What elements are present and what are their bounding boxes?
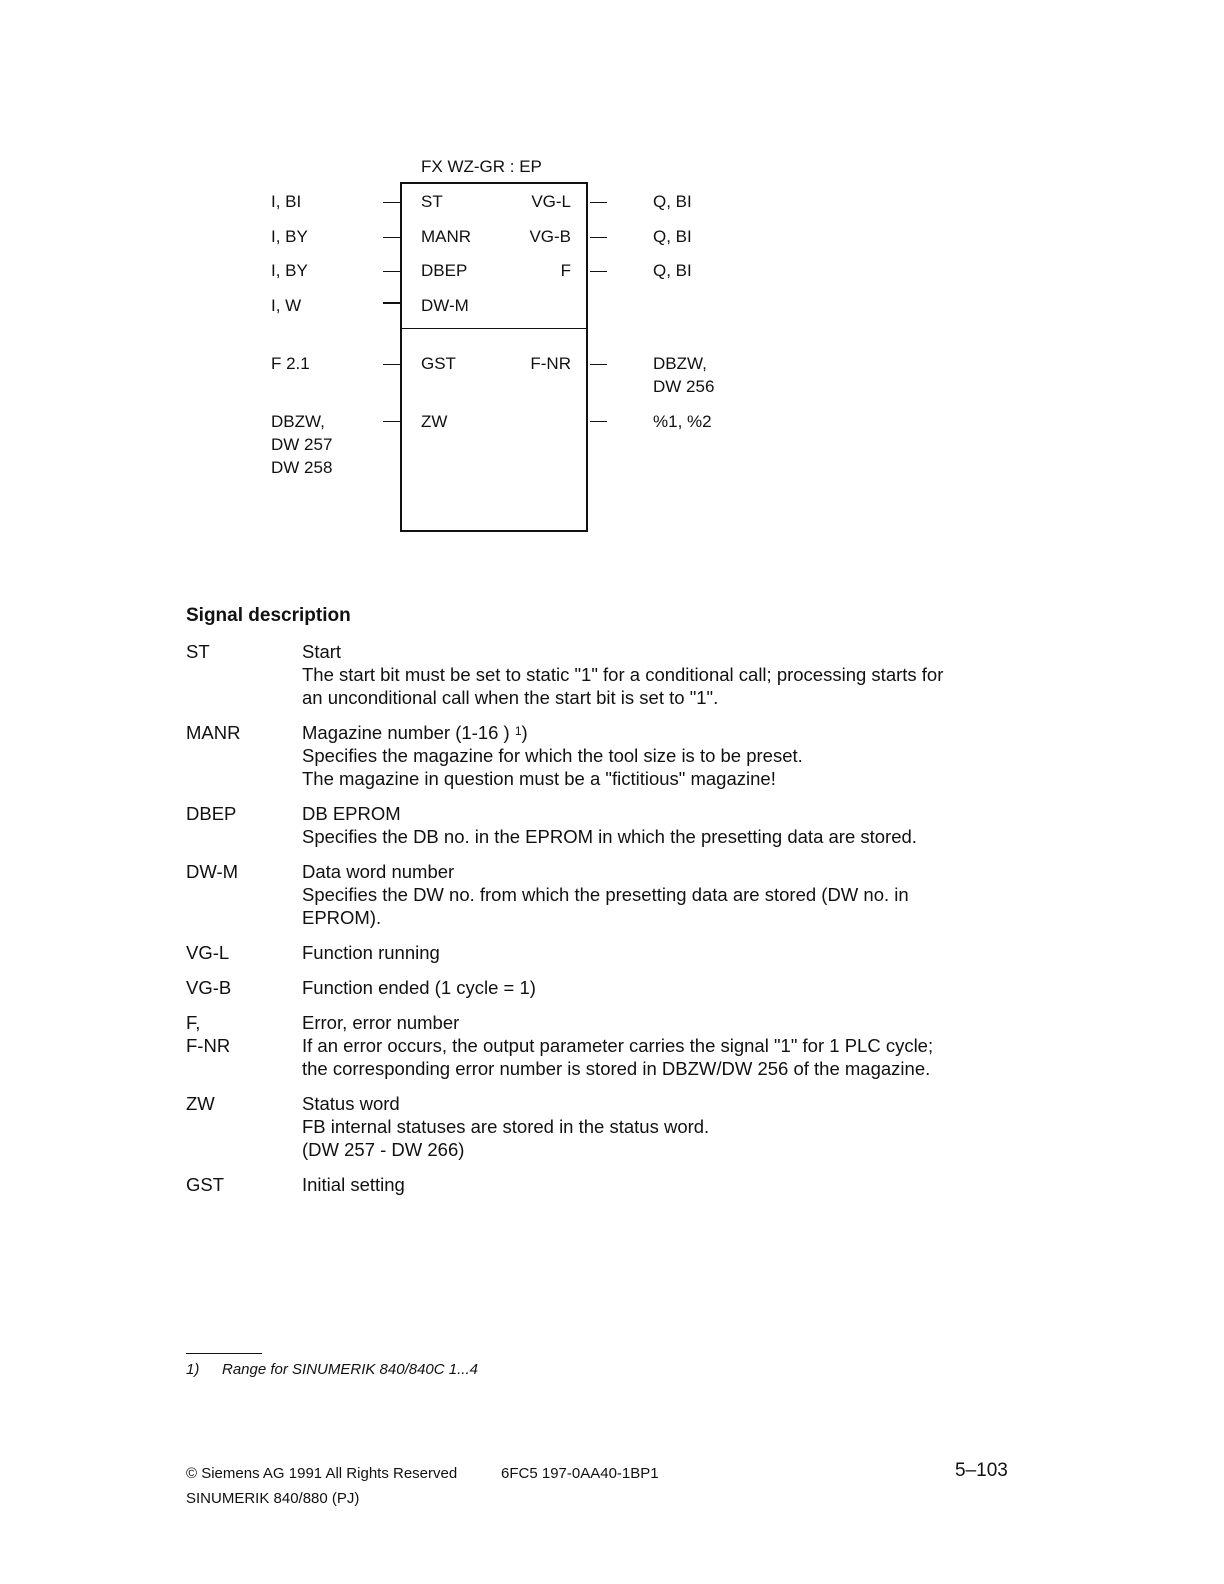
term-line: F, <box>186 1012 201 1033</box>
desc-line: The start bit must be set to static "1" for a conditional call; processing starts for <box>302 664 944 685</box>
signal-term: DBEP <box>186 803 237 824</box>
output-type-f: Q, BI <box>653 261 692 280</box>
input-pin-line <box>383 202 400 203</box>
desc-line: (DW 257 - DW 266) <box>302 1139 465 1160</box>
type-line: DW 258 <box>271 458 333 477</box>
output-pin-line <box>590 237 607 238</box>
input-pin-line <box>383 302 400 304</box>
footnote-ref: 1 <box>514 724 522 738</box>
footnote-text: Range for SINUMERIK 840/840C 1...4 <box>222 1361 478 1378</box>
desc-line: Specifies the magazine for which the tool size is to be preset. <box>302 745 803 766</box>
pin-label-f-nr: F-NR <box>530 354 571 373</box>
type-line: DW 257 <box>271 435 333 454</box>
desc-line: Specifies the DB no. in the EPROM in which the presetting data are stored. <box>302 826 917 847</box>
input-pin-line <box>383 364 400 365</box>
input-type-zw <box>271 410 332 479</box>
signal-desc <box>302 976 1002 999</box>
input-pin-line <box>383 271 400 272</box>
closing-paren: ) <box>521 722 528 743</box>
footnote-rule <box>186 1353 262 1354</box>
section-heading: Signal description <box>186 605 351 626</box>
signal-desc <box>302 860 1002 929</box>
output-type-f-nr <box>653 352 714 398</box>
desc-text: Magazine number (1-16 ) <box>302 722 510 743</box>
block-divider <box>401 328 588 329</box>
desc-line: Initial setting <box>302 1174 405 1195</box>
output-pin-line <box>590 364 607 365</box>
pin-label-vg-b: VG-B <box>529 227 571 246</box>
signal-desc <box>302 1011 1002 1080</box>
desc-line: If an error occurs, the output parameter carries the signal "1" for 1 PLC cycle; <box>302 1035 934 1056</box>
desc-line: Function ended (1 cycle = 1) <box>302 977 536 998</box>
desc-line: Function running <box>302 942 440 963</box>
output-type-vg-l: Q, BI <box>653 192 692 211</box>
signal-term: GST <box>186 1174 225 1195</box>
footnote-mark: 1) <box>186 1361 200 1378</box>
block-title: FX WZ-GR : EP <box>421 157 542 176</box>
desc-line: Status word <box>302 1093 400 1114</box>
input-type-manr: I, BY <box>271 227 308 246</box>
signal-desc <box>302 640 1002 709</box>
page-number: 5–103 <box>955 1460 1008 1481</box>
signal-term: VG-L <box>186 942 230 963</box>
footnote <box>186 1361 478 1378</box>
pin-label-manr: MANR <box>421 227 472 246</box>
output-pin-line <box>590 421 607 422</box>
signal-desc <box>302 721 1002 790</box>
input-type-dw-m: I, W <box>271 296 302 315</box>
pin-label-dbep: DBEP <box>421 261 468 280</box>
desc-line: Specifies the DW no. from which the presetting data are stored (DW no. in <box>302 884 909 905</box>
signal-term: DW-M <box>186 861 239 882</box>
signal-term: ZW <box>186 1093 215 1114</box>
signal-desc <box>302 1092 1002 1161</box>
input-type-st: I, BI <box>271 192 302 211</box>
desc-line: The magazine in question must be a "fictitious" magazine! <box>302 768 776 789</box>
output-type-param: %1, %2 <box>653 412 712 431</box>
term-line: F-NR <box>186 1035 231 1056</box>
signal-desc <box>302 802 1002 848</box>
input-pin-line <box>383 421 400 422</box>
pin-label-vg-l: VG-L <box>531 192 571 211</box>
signal-term: ST <box>186 641 210 662</box>
signal-desc <box>302 1173 1002 1196</box>
type-line: DBZW, <box>271 412 325 431</box>
type-line: DBZW, <box>653 354 707 373</box>
desc-line: Error, error number <box>302 1012 460 1033</box>
desc-line: the corresponding error number is stored in DBZW/DW 256 of the magazine. <box>302 1058 931 1079</box>
desc-line: an unconditional call when the start bit is set to "1". <box>302 687 719 708</box>
output-pin-line <box>590 271 607 272</box>
signal-desc <box>302 941 1002 964</box>
footer-copyright: © Siemens AG 1991 All Rights Reserved <box>186 1465 458 1482</box>
desc-line: DB EPROM <box>302 803 401 824</box>
input-pin-line <box>383 237 400 238</box>
signal-term <box>186 1011 296 1057</box>
pin-label-gst: GST <box>421 354 456 373</box>
pin-label-zw: ZW <box>421 412 448 431</box>
input-type-dbep: I, BY <box>271 261 308 280</box>
pin-label-f: F <box>560 261 571 280</box>
pin-label-st: ST <box>421 192 443 211</box>
desc-line <box>302 721 1002 744</box>
desc-line: Data word number <box>302 861 455 882</box>
footer-product: SINUMERIK 840/880 (PJ) <box>186 1490 360 1507</box>
pin-label-dw-m: DW-M <box>421 296 469 315</box>
desc-line: Start <box>302 641 342 662</box>
desc-line: FB internal statuses are stored in the status word. <box>302 1116 710 1137</box>
footer-order-number: 6FC5 197-0AA40-1BP1 <box>501 1465 659 1482</box>
output-pin-line <box>590 202 607 203</box>
type-line: DW 256 <box>653 377 715 396</box>
signal-term: VG-B <box>186 977 232 998</box>
output-type-vg-b: Q, BI <box>653 227 692 246</box>
desc-line: EPROM). <box>302 907 382 928</box>
signal-term: MANR <box>186 722 241 743</box>
input-type-gst: F 2.1 <box>271 354 310 373</box>
